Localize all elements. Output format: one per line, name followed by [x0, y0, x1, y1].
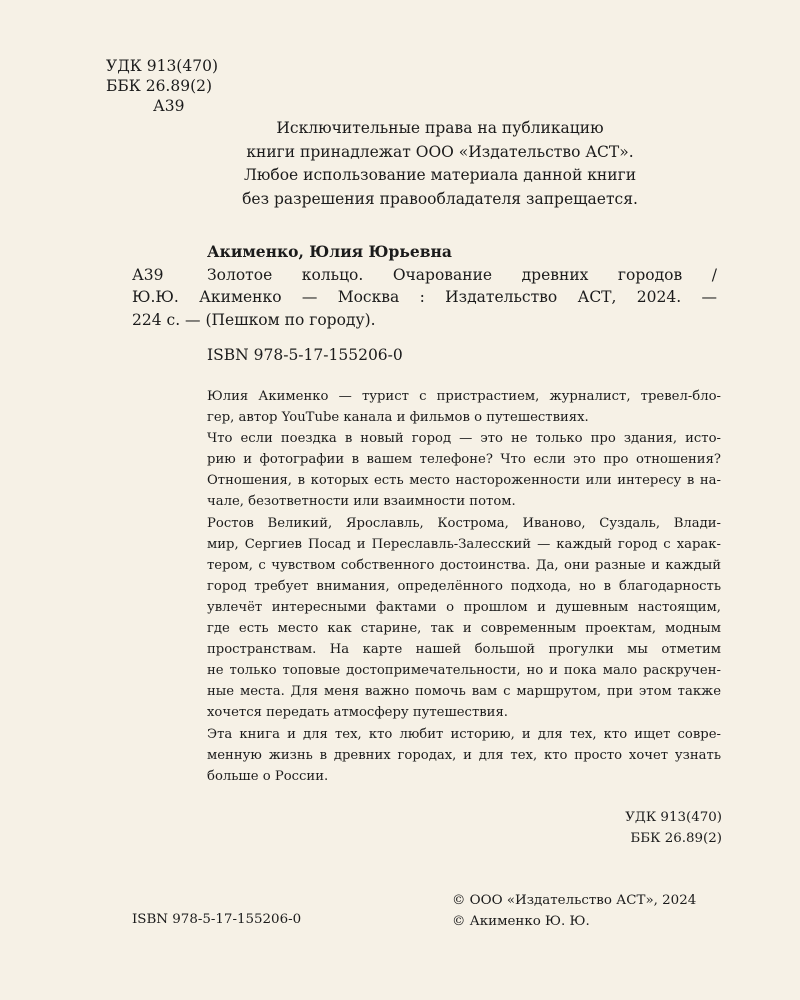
annotation-line: Отношения, в которых есть место настороженности или интересу в на- — [207, 473, 721, 489]
bbk-code-bottom: ББК 26.89(2) — [630, 831, 722, 846]
annotation-line: хочется передать атмосферу путешествия. — [207, 705, 508, 721]
rights-notice — [200, 117, 680, 211]
rights-line: Любое использование материала данной книги — [243, 166, 637, 184]
isbn-footer: ISBN 978-5-17-155206-0 — [132, 912, 302, 927]
annotation-paragraph-4 — [207, 724, 721, 787]
annotation-paragraph-2 — [207, 428, 721, 512]
annotation-line: чале, безответности или взаимности потом. — [207, 494, 516, 510]
bibliographic-first-row — [132, 264, 732, 287]
annotation-line: мир, Сергиев Посад и Переславль-Залесский — каждый город с харак- — [207, 536, 721, 552]
title-line: Золотое кольцо. Очарование древних городов / — [207, 265, 717, 284]
bbk-code: ББК 26.89(2) — [106, 77, 213, 95]
rights-line: без разрешения правообладателя запрещается. — [242, 189, 638, 208]
annotation-paragraph-1 — [207, 386, 721, 428]
classification-codes-top — [106, 56, 218, 116]
annotation-line: тером, с чувством собственного достоинства. Да, они разные и каждый — [207, 557, 721, 573]
annotation-line: пространствам. На карте нашей большой прогулки мы отметим — [207, 642, 721, 658]
author-heading: Акименко, Юлия Юрьевна — [207, 242, 452, 261]
annotation-line: где есть место как старине, так и современным проектам, модным — [207, 621, 721, 637]
annotation-line: Ростов Великий, Ярославль, Кострома, Иваново, Суздаль, Влади- — [207, 515, 721, 531]
annotation-line: больше о России. — [207, 768, 329, 784]
annotation-line: не только топовые достопримечательности, но и пока мало раскручен- — [207, 663, 721, 679]
rights-line: книги принадлежат ООО «Издательство АСТ». — [246, 142, 634, 161]
copyright-publisher: © ООО «Издательство АСТ», 2024 — [452, 893, 697, 908]
classification-codes-bottom — [610, 807, 722, 849]
copyright-block — [452, 890, 696, 932]
bibliographic-record — [132, 241, 732, 331]
annotation-line: ные места. Для меня важно помочь вам с маршрутом, при этом также — [207, 684, 721, 700]
copyright-author: © Акименко Ю. Ю. — [452, 914, 590, 929]
udk-code-bottom: УДК 913(470) — [625, 810, 722, 825]
annotation-line: Что если поездка в новый город — это не только про здания, исто- — [207, 431, 721, 447]
annotation-line: рию и фотографии в вашем телефоне? Что если это про отношения? — [207, 452, 721, 468]
annotation-line: Юлия Акименко — турист с пристрастием, журналист, тревел-бло- — [207, 389, 721, 404]
annotation — [207, 386, 721, 787]
isbn-main: ISBN 978-5-17-155206-0 — [207, 346, 403, 364]
annotation-line: увлечёт интересными фактами о прошлом и душевным настоящим, — [207, 599, 721, 615]
rights-line: Исключительные права на публикацию — [276, 119, 604, 137]
annotation-line: Эта книга и для тех, кто любит историю, и для тех, кто ищет совре- — [207, 726, 721, 742]
annotation-line: гер, автор YouTube канала и фильмов о путешествиях. — [207, 410, 589, 426]
annotation-line: менную жизнь в древних городах, и для тех, кто просто хочет узнать — [207, 747, 721, 763]
annotation-paragraph-3 — [207, 513, 721, 724]
udk-code: УДК 913(470) — [106, 57, 218, 75]
publication-line: Ю.Ю. Акименко — Москва : Издательство АСТ, 2024. — — [132, 288, 717, 306]
extent-line: 224 с. — (Пешком по городу). — [132, 310, 376, 329]
annotation-line: город требует внимания, определённого подхода, но в благодарность — [207, 578, 721, 594]
author-sign-biblio: А39 — [132, 265, 164, 284]
author-sign: А39 — [153, 97, 185, 115]
